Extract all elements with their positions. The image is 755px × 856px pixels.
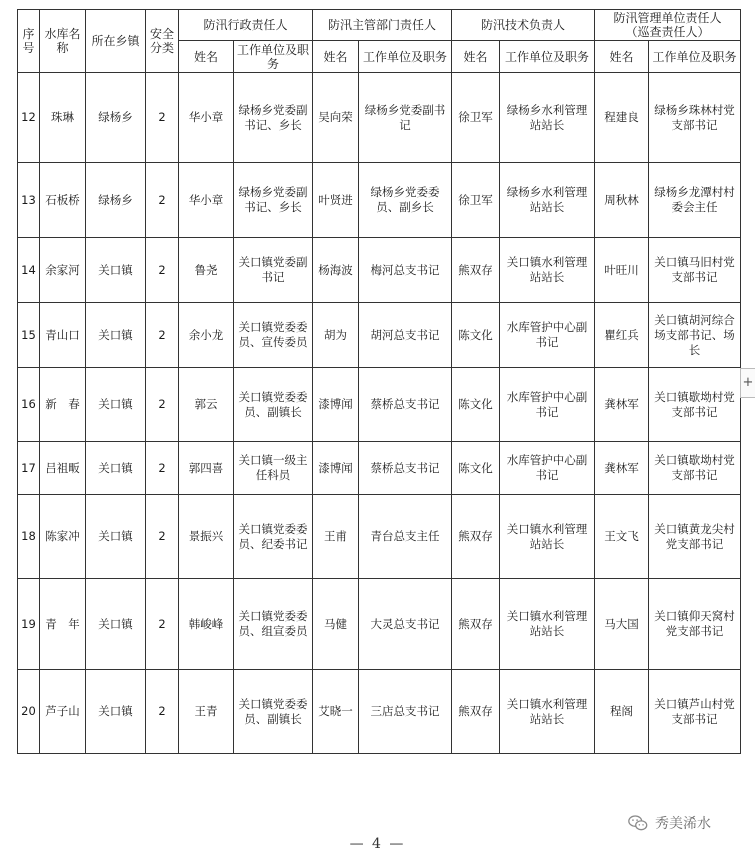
header-safety: 安全分类 (146, 10, 179, 73)
header-dept: 防汛主管部门责任人 (313, 10, 452, 41)
cell-dept-unit: 绿杨乡党委副书记 (359, 73, 452, 163)
wechat-icon (627, 812, 649, 834)
cell-admin-unit: 关口镇党委委员、副镇长 (234, 670, 313, 754)
cell-tech-name: 陈文化 (452, 303, 500, 368)
cell-mgmt-unit: 关口镇歇坳村党支部书记 (649, 368, 741, 442)
cell-tech-name: 陈文化 (452, 442, 500, 495)
cell-tech-name: 熊双存 (452, 495, 500, 579)
cell-mgmt-unit: 关口镇黄龙尖村党支部书记 (649, 495, 741, 579)
cell-safety: 2 (146, 303, 179, 368)
cell-dept-name: 马健 (313, 579, 359, 670)
cell-admin-unit: 关口镇党委副书记 (234, 238, 313, 303)
cell-admin-unit: 关口镇党委委员、组宣委员 (234, 579, 313, 670)
cell-dept-unit: 青台总支主任 (359, 495, 452, 579)
cell-dept-unit: 大灵总支书记 (359, 579, 452, 670)
subheader-unit: 工作单位及职务 (359, 41, 452, 73)
cell-town: 关口镇 (86, 303, 146, 368)
cell-mgmt-unit: 绿杨乡珠林村党支部书记 (649, 73, 741, 163)
cell-tech-name: 熊双存 (452, 579, 500, 670)
cell-mgmt-unit: 关口镇芦山村党支部书记 (649, 670, 741, 754)
cell-town: 关口镇 (86, 495, 146, 579)
cell-mgmt-name: 马大国 (595, 579, 649, 670)
cell-mgmt-name: 叶旺川 (595, 238, 649, 303)
watermark-text: 秀美浠水 (655, 816, 711, 832)
cell-mgmt-unit: 关口镇胡河综合场支部书记、场长 (649, 303, 741, 368)
cell-tech-name: 熊双存 (452, 238, 500, 303)
cell-admin-name: 郭四喜 (179, 442, 234, 495)
cell-admin-unit: 关口镇一级主任科员 (234, 442, 313, 495)
cell-dept-name: 杨海波 (313, 238, 359, 303)
table-row (18, 73, 741, 163)
cell-mgmt-name: 瞿红兵 (595, 303, 649, 368)
watermark (627, 812, 711, 834)
cell-tech-unit: 关口镇水利管理站站长 (500, 238, 595, 303)
cell-reservoir: 石板桥 (40, 163, 86, 238)
cell-admin-unit: 绿杨乡党委副书记、乡长 (234, 163, 313, 238)
table-row (18, 670, 741, 754)
cell-tech-unit: 绿杨乡水利管理站站长 (500, 73, 595, 163)
cell-reservoir: 芦子山 (40, 670, 86, 754)
subheader-unit: 工作单位及职务 (649, 41, 741, 73)
cell-admin-unit: 关口镇党委委员、纪委书记 (234, 495, 313, 579)
cell-safety: 2 (146, 442, 179, 495)
cell-index: 16 (18, 368, 40, 442)
cell-safety: 2 (146, 238, 179, 303)
cell-tech-unit: 水库管护中心副书记 (500, 442, 595, 495)
cell-dept-name: 胡为 (313, 303, 359, 368)
cell-admin-unit: 关口镇党委委员、副镇长 (234, 368, 313, 442)
table-row (18, 303, 741, 368)
cell-town: 关口镇 (86, 368, 146, 442)
cell-index: 19 (18, 579, 40, 670)
subheader-name: 姓名 (313, 41, 359, 73)
cell-tech-unit: 水库管护中心副书记 (500, 303, 595, 368)
cell-admin-name: 韩峻峰 (179, 579, 234, 670)
page-number: — 4 — (349, 836, 406, 852)
header-mgmt (595, 10, 741, 41)
cell-town: 关口镇 (86, 579, 146, 670)
cell-dept-name: 王甫 (313, 495, 359, 579)
cell-reservoir: 珠琳 (40, 73, 86, 163)
cell-reservoir: 青 年 (40, 579, 86, 670)
cell-safety: 2 (146, 163, 179, 238)
table-row (18, 442, 741, 495)
cell-tech-unit: 关口镇水利管理站站长 (500, 579, 595, 670)
cell-tech-name: 熊双存 (452, 670, 500, 754)
cell-mgmt-unit: 绿杨乡龙潭村村委会主任 (649, 163, 741, 238)
cell-town: 关口镇 (86, 670, 146, 754)
expand-handle[interactable]: + (740, 368, 755, 398)
cell-town: 关口镇 (86, 442, 146, 495)
table-row (18, 163, 741, 238)
subheader-name: 姓名 (179, 41, 234, 73)
subheader-unit: 工作单位及职务 (234, 41, 313, 73)
cell-reservoir: 余家河 (40, 238, 86, 303)
cell-admin-name: 华小章 (179, 73, 234, 163)
cell-safety: 2 (146, 368, 179, 442)
subheader-name: 姓名 (595, 41, 649, 73)
cell-mgmt-name: 龚林军 (595, 442, 649, 495)
cell-dept-unit: 胡河总支书记 (359, 303, 452, 368)
cell-mgmt-name: 王文飞 (595, 495, 649, 579)
header-index: 序号 (18, 10, 40, 73)
cell-dept-name: 叶贤进 (313, 163, 359, 238)
cell-mgmt-name: 程建良 (595, 73, 649, 163)
cell-reservoir: 新 春 (40, 368, 86, 442)
cell-mgmt-unit: 关口镇仰天窝村党支部书记 (649, 579, 741, 670)
responsibility-table (17, 9, 741, 754)
cell-dept-unit: 蔡桥总支书记 (359, 442, 452, 495)
cell-mgmt-name: 龚林军 (595, 368, 649, 442)
subheader-unit: 工作单位及职务 (500, 41, 595, 73)
header-mgmt-title: 防汛管理单位责任人 (613, 11, 722, 25)
cell-index: 15 (18, 303, 40, 368)
cell-index: 12 (18, 73, 40, 163)
table-row (18, 238, 741, 303)
cell-tech-unit: 关口镇水利管理站站长 (500, 495, 595, 579)
cell-index: 17 (18, 442, 40, 495)
cell-index: 20 (18, 670, 40, 754)
cell-dept-unit: 梅河总支书记 (359, 238, 452, 303)
header-tech: 防汛技术负责人 (452, 10, 595, 41)
table-row (18, 495, 741, 579)
header-reservoir: 水库名称 (40, 10, 86, 73)
cell-admin-name: 景振兴 (179, 495, 234, 579)
cell-index: 13 (18, 163, 40, 238)
cell-admin-name: 鲁尧 (179, 238, 234, 303)
cell-dept-name: 吴向荣 (313, 73, 359, 163)
cell-dept-unit: 绿杨乡党委委员、副乡长 (359, 163, 452, 238)
header-town: 所在乡镇 (86, 10, 146, 73)
cell-tech-name: 陈文化 (452, 368, 500, 442)
cell-admin-unit: 关口镇党委委员、宣传委员 (234, 303, 313, 368)
cell-safety: 2 (146, 495, 179, 579)
cell-town: 绿杨乡 (86, 163, 146, 238)
cell-mgmt-name: 周秋林 (595, 163, 649, 238)
cell-admin-unit: 绿杨乡党委副书记、乡长 (234, 73, 313, 163)
header-admin: 防汛行政责任人 (179, 10, 313, 41)
cell-mgmt-unit: 关口镇歇坳村党支部书记 (649, 442, 741, 495)
cell-index: 18 (18, 495, 40, 579)
cell-safety: 2 (146, 579, 179, 670)
cell-reservoir: 青山口 (40, 303, 86, 368)
subheader-name: 姓名 (452, 41, 500, 73)
cell-town: 关口镇 (86, 238, 146, 303)
cell-dept-name: 漆博闻 (313, 442, 359, 495)
cell-safety: 2 (146, 73, 179, 163)
cell-mgmt-name: 程阁 (595, 670, 649, 754)
cell-reservoir: 陈家冲 (40, 495, 86, 579)
header-mgmt-subtitle: （巡查责任人） (625, 25, 710, 39)
cell-admin-name: 余小龙 (179, 303, 234, 368)
cell-mgmt-unit: 关口镇马旧村党支部书记 (649, 238, 741, 303)
cell-dept-unit: 蔡桥总支书记 (359, 368, 452, 442)
cell-admin-name: 王青 (179, 670, 234, 754)
cell-tech-unit: 关口镇水利管理站站长 (500, 670, 595, 754)
cell-tech-unit: 绿杨乡水利管理站站长 (500, 163, 595, 238)
cell-town: 绿杨乡 (86, 73, 146, 163)
cell-index: 14 (18, 238, 40, 303)
cell-tech-name: 徐卫军 (452, 163, 500, 238)
cell-safety: 2 (146, 670, 179, 754)
cell-dept-name: 艾晓一 (313, 670, 359, 754)
cell-dept-name: 漆博闻 (313, 368, 359, 442)
table-row (18, 579, 741, 670)
table-row (18, 368, 741, 442)
cell-tech-name: 徐卫军 (452, 73, 500, 163)
cell-tech-unit: 水库管护中心副书记 (500, 368, 595, 442)
cell-admin-name: 郭云 (179, 368, 234, 442)
cell-dept-unit: 三店总支书记 (359, 670, 452, 754)
cell-admin-name: 华小章 (179, 163, 234, 238)
cell-reservoir: 吕祖畈 (40, 442, 86, 495)
